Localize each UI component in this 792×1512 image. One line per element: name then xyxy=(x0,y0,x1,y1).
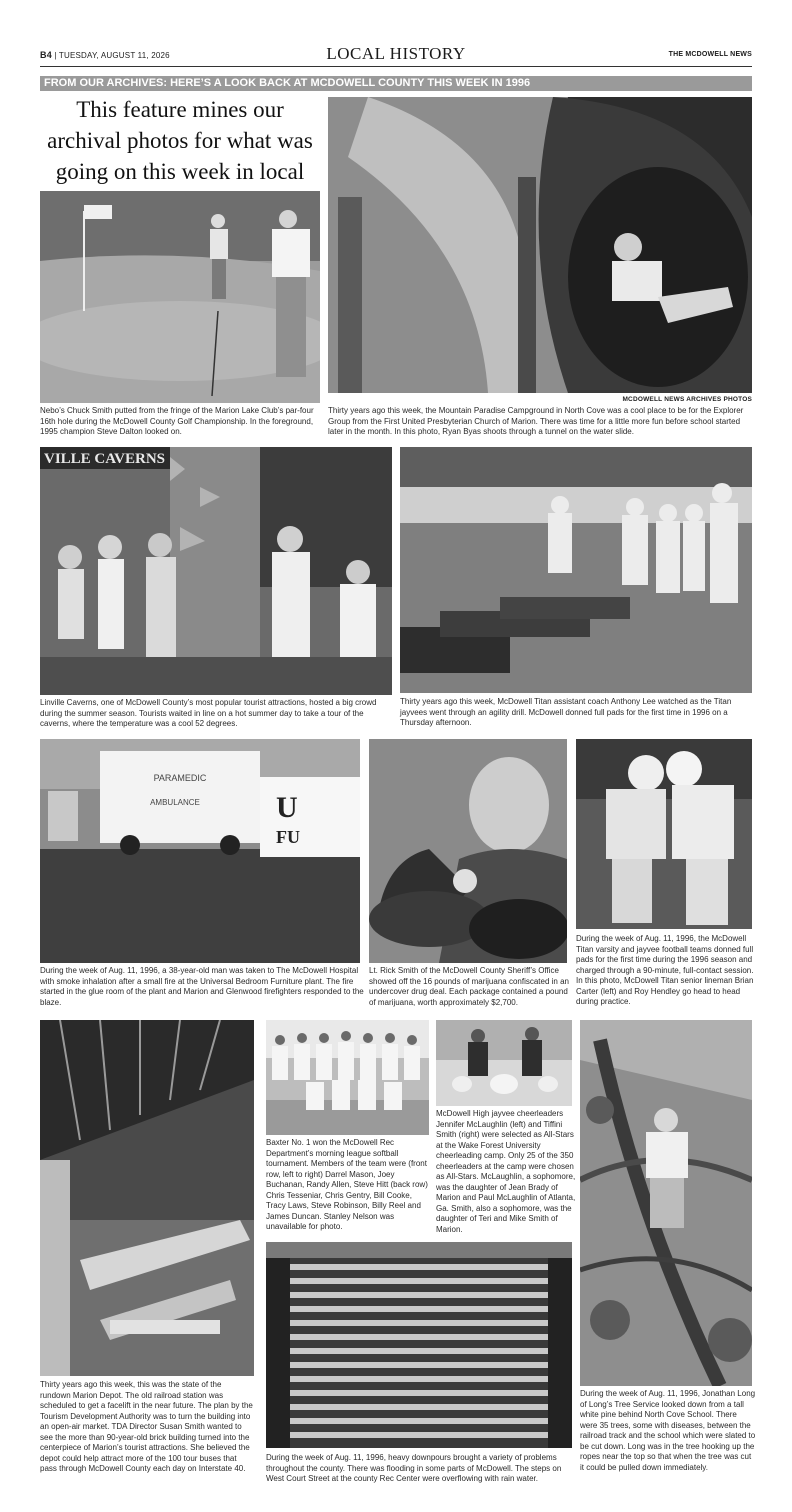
photo-flooded-steps xyxy=(266,1242,572,1448)
caption-tree-service: During the week of Aug. 11, 1996, Jonathan Long of Long’s Tree Service looked down from a tall white pine behind North Cove School. There were 35 trees, some with diseases, between the railroad track and the school which were slated to be cut down. Long was in the tree hooking up the ropes near the top so that when the tree was cut it could be pulled down immediately. xyxy=(580,1389,756,1472)
caption-golf: Nebo’s Chuck Smith putted from the fringe of the Marion Lake Club’s par-four 16th hole during the McDowell County Golf Championship. In the foreground, 1995 champion Steve Dalton looked on. xyxy=(40,406,314,436)
folio-separator: | xyxy=(54,51,57,60)
caption-sheriff: Lt. Rick Smith of the McDowell County Sheriff’s Office showed off the 16 pounds of marijuana confiscated in an undercover drug deal. Each package contained a pound of marijuana, worth approximately $2,700. xyxy=(369,966,569,1007)
billboard-letters-bottom: FU xyxy=(276,827,300,847)
photo-marion-depot xyxy=(40,1020,254,1376)
photo-sheriff-marijuana xyxy=(369,739,567,963)
caverns-sign: VILLE CAVERNS xyxy=(44,451,166,467)
ambulance-side-text: AMBULANCE xyxy=(150,798,200,807)
photo-linemen xyxy=(576,739,752,929)
caption-agility-drill: Thirty years ago this week, McDowell Titan assistant coach Anthony Lee watched as the Titan jayvees went through an agility drill. McDowell donned full pads for the first time in 1996 on a Thursday afternoon. xyxy=(400,697,732,727)
section-title: LOCAL HISTORY xyxy=(326,44,466,63)
caption-caverns: Linville Caverns, one of McDowell County’s most popular tourist attractions, hosted a big crowd during the summer season. Tourists waited in line on a hot summer day to take a tour of the caverns, where the temperature was a cool 52 degrees. xyxy=(40,698,377,728)
caption-cheerleaders: McDowell High jayvee cheerleaders Jennifer McLaughlin (left) and Tiffini Smith (right) were selected as All-Stars at the Wake Forest University cheerleading camp. Only 25 of the 350 cheerleaders at the camp were chosen as All-Stars. McLaughlin, a sophomore, was the daughter of Jean Brady of Marion and Paul McLaughlin of Atlanta, Ga. Smith, also a sophomore, was the daughter of Teri and Mike Smith of Marion. xyxy=(436,1109,576,1234)
ambulance-top-text: PARAMEDIC xyxy=(153,773,207,783)
photo-agility-drill xyxy=(400,447,752,693)
photo-furniture-fire xyxy=(40,739,360,963)
photo-cheerleaders xyxy=(436,1020,572,1106)
caption-water-slide: Thirty years ago this week, the Mountain Paradise Campground in North Cove was a cool place to be for the Explorer Group from the First United Presbyterian Church of Marion. There was time for a little more fun before school started later in the month. In this photo, Ryan Byas shoots through a tunnel on the water slide. xyxy=(328,406,744,436)
feature-banner: FROM OUR ARCHIVES: HERE’S A LOOK BACK AT MCDOWELL COUNTY THIS WEEK IN 1996 xyxy=(40,76,752,91)
caption-linemen: During the week of Aug. 11, 1996, the McDowell Titan varsity and jayvee football teams donned full pads for the first time during the 1996 season and charged through a 90-minute, full-contact session. In this photo, McDowell Titan senior lineman Brian Carter (left) and Roy Hendley go head to head during practice. xyxy=(576,934,754,1006)
billboard-letters-top: U xyxy=(276,791,298,824)
caption-flooded-steps: During the week of Aug. 11, 1996, heavy downpours brought a variety of problems throughout the county. There was flooding in some parts of McDowell. The steps on West Court Street at the county Rec Center were overflowing with rain water. xyxy=(266,1453,562,1483)
feature-intro: This feature mines our archival photos for what was going on this week in local xyxy=(47,97,313,184)
photo-tree-service xyxy=(580,1020,752,1386)
caption-marion-depot: Thirty years ago this week, this was the state of the rundown Marion Depot. The old railroad station was scheduled to get a facelift in the near future. The plan by the Tourism Development Authority was to turn the building into an open-air market. TDA Director Susan Smith wanted to see the more than 90-year-old brick building turned into the centerpiece of Marion’s tourist attractions. She believed the depot could help attract more of the 100 tour buses that pass through McDowell County each day on Interstate 40. xyxy=(40,1380,253,1473)
caption-softball: Baxter No. 1 won the McDowell Rec Department’s morning league softball tournament. Members of the team were (front row, left to right) Darrel Mason, Joey Buchanan, Randy Allen, Steve Hitt (back row) Chris Tesseniar, Chris Gentry, Bill Cooke, Tracy Laws, Steve Robinson, Billy Reel and James Duncan. Stanley Nelson was unavailable for photo. xyxy=(266,1138,428,1231)
photo-softball-team xyxy=(266,1020,429,1135)
photo-linville-caverns xyxy=(40,447,392,695)
photo-credit: MCDOWELL NEWS ARCHIVES PHOTOS xyxy=(622,396,752,403)
newspaper-name: THE MCDOWELL NEWS xyxy=(668,51,752,58)
caption-furniture-fire: During the week of Aug. 11, 1996, a 38-year-old man was taken to The McDowell Hospital with smoke inhalation after a small fire at the Universal Bedroom Furniture plant. The fire started in the glue room of the plant and Marion and Glenwood firefighters responded to the blaze. xyxy=(40,966,364,1007)
issue-date: TUESDAY, AUGUST 11, 2026 xyxy=(58,51,170,60)
photo-water-slide xyxy=(328,97,752,393)
photo-golf xyxy=(40,191,320,403)
header-rule xyxy=(40,66,752,67)
page-number: B4 xyxy=(40,50,52,60)
page-folio xyxy=(40,50,170,60)
